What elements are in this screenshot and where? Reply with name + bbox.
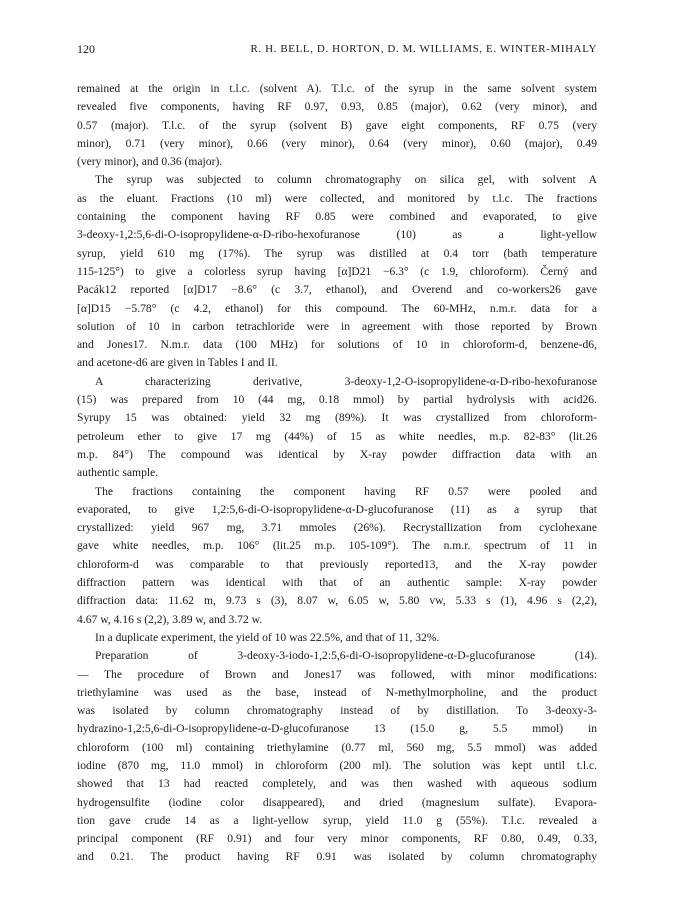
text-line: and 0.21. The product having RF 0.91 was isolated by column chromatography — [77, 850, 597, 864]
text-line: evaporated, to give 1,2:5,6-di-O-isopropylidene-α-D-glucofuranose (11) as a syrup that — [77, 502, 597, 516]
text-line: In a duplicate experiment, the yield of 10 was 22.5%, and that of 11, 32%. — [95, 630, 440, 644]
text-line: authentic sample. — [77, 466, 159, 480]
text-line: revealed five components, having RF 0.97, 0.93, 0.85 (major), 0.62 (very minor), and — [77, 100, 597, 114]
text-line: (very minor), and 0.36 (major). — [77, 155, 223, 169]
running-head: R. H. BELL, D. HORTON, D. M. WILLIAMS, E. WINTER-MIHALY — [250, 43, 597, 55]
body-text — [77, 80, 597, 867]
text-line: triethylamine was used as the base, instead of N-methylmorpholine, and the product — [77, 685, 597, 699]
text-line: Pacák12 reported [α]D17 −8.6° (c 3.7, ethanol), and Overend and co-workers26 gave — [77, 283, 597, 297]
page-header — [77, 42, 597, 58]
text-line: 0.57 (major). T.l.c. of the syrup (solvent B) gave eight components, RF 0.75 (very — [77, 118, 597, 132]
text-line: solution of 10 in carbon tetrachloride were in agreement with those reported by Brown — [77, 319, 597, 333]
text-line: chloroform (100 ml) containing triethylamine (0.77 ml, 560 mg, 5.5 mmol) was added — [77, 740, 597, 754]
text-line: Syrupy 15 was obtained: yield 32 mg (89%). It was crystallized from chloroform- — [77, 411, 597, 425]
text-line: diffraction data: 11.62 m, 9.73 s (3), 8.07 w, 6.05 w, 5.80 vw, 5.33 s (1), 4.96 s (2,2), — [77, 594, 597, 608]
text-line: as the eluant. Fractions (10 ml) were collected, and monitored by t.l.c. The fractions — [77, 191, 597, 205]
text-line: hydrogensulfite (iodine color disappeared), and dried (magnesium sulfate). Evapora- — [77, 795, 597, 809]
text-line: showed that 13 had reacted completely, and was then washed with aqueous sodium — [77, 777, 597, 791]
text-line: gave white needles, m.p. 106° (lit.25 m.p. 105-109°). The n.m.r. spectrum of 11 in — [77, 539, 597, 553]
text-line: petroleum ether to give 17 mg (44%) of 15 as white needles, m.p. 82-83° (lit.26 — [77, 429, 597, 443]
text-line: remained at the origin in t.l.c. (solvent A). T.l.c. of the syrup in the same solvent system — [77, 82, 597, 95]
text-line: Preparation of 3-deoxy-3-iodo-1,2:5,6-di-O-isopropylidene-α-D-glucofuranose (14). — [95, 649, 597, 663]
text-line: 4.67 w, 4.16 s (2,2), 3.89 w, and 3.72 w. — [77, 612, 263, 626]
text-line: — The procedure of Brown and Jones17 was followed, with minor modifications: — [77, 667, 597, 681]
text-line: chloroform-d was comparable to that previously reported13, and the X-ray powder — [77, 557, 597, 571]
text-line: crystallized: yield 967 mg, 3.71 mmoles (26%). Recrystallization from cyclohexane — [77, 521, 597, 535]
text-line: tion gave crude 14 as a light-yellow syrup, yield 11.0 g (55%). T.l.c. revealed a — [77, 813, 597, 827]
text-line: hydrazino-1,2:5,6-di-O-isopropylidene-α-D-glucofuranose 13 (15.0 g, 5.5 mmol) in — [77, 722, 597, 736]
text-line: iodine (870 mg, 11.0 mmol) in chloroform (200 ml). The solution was kept until t.l.c. — [77, 758, 597, 772]
text-line: was isolated by column chromatography instead of by distillation. To 3-deoxy-3- — [77, 704, 597, 718]
text-line: and Jones17. N.m.r. data (100 MHz) for solutions of 10 in chloroform-d, benzene-d6, — [77, 338, 597, 352]
text-line: principal component (RF 0.91) and four very minor components, RF 0.80, 0.49, 0.33, — [77, 832, 597, 846]
page-number: 120 — [77, 42, 95, 56]
text-line: 115-125°) to give a colorless syrup having [α]D21 −6.3° (c 1.9, chloroform). Černý and — [77, 264, 597, 278]
text-line: minor), 0.71 (very minor), 0.66 (very minor), 0.64 (very minor), 0.60 (major), 0.49 — [77, 136, 597, 150]
text-line: 3-deoxy-1,2:5,6-di-O-isopropylidene-α-D-ribo-hexofuranose (10) as a light-yellow — [77, 228, 597, 242]
text-line: and acetone-d6 are given in Tables I and II. — [77, 356, 278, 370]
text-line: The fractions containing the component having RF 0.57 were pooled and — [95, 484, 597, 498]
text-line: diffraction pattern was identical with that of an authentic sample: X-ray powder — [77, 576, 597, 590]
text-line: syrup, yield 610 mg (17%). The syrup was distilled at 0.4 torr (bath temperature — [77, 246, 597, 260]
text-line: [α]D15 −5.78° (c 4.2, ethanol) for this compound. The 60-MHz, n.m.r. data for a — [77, 301, 597, 315]
text-line: m.p. 84°) The compound was identical by X-ray powder diffraction data with an — [77, 447, 597, 461]
text-line: A characterizing derivative, 3-deoxy-1,2-O-isopropylidene-α-D-ribo-hexofuranose — [95, 374, 597, 388]
text-line: (15) was prepared from 10 (44 mg, 0.18 mmol) by partial hydrolysis with acid26. — [77, 393, 597, 407]
text-line: containing the component having RF 0.85 were combined and evaporated, to give — [77, 210, 597, 224]
text-line: The syrup was subjected to column chromatography on silica gel, with solvent A — [95, 173, 597, 187]
